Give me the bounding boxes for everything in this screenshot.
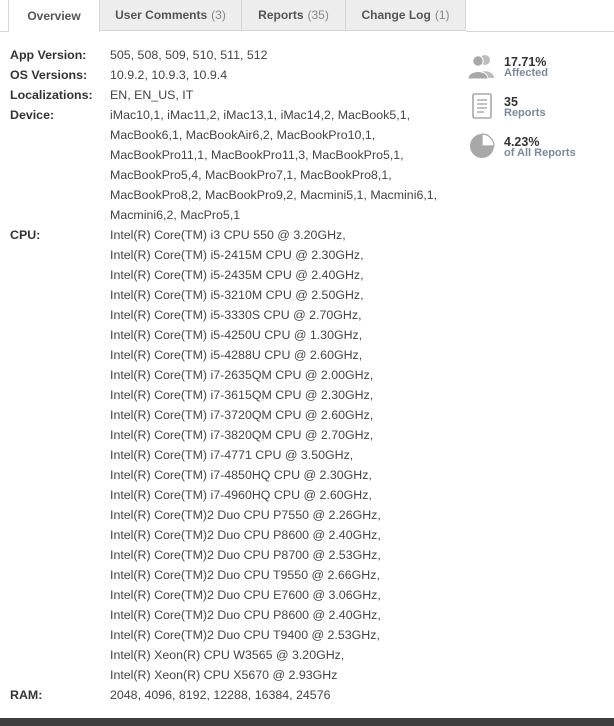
field-label: CPU:	[10, 228, 41, 242]
localizations-value: EN, EN_US, IT	[110, 88, 194, 102]
cpu-line: Intel(R) Core(TM) i5-3210M CPU @ 2.50GHz,	[110, 288, 364, 302]
tab-divider	[466, 31, 614, 32]
cpu-line: Intel(R) Core(TM) i5-2435M CPU @ 2.40GHz,	[110, 268, 364, 282]
os-versions-row	[10, 65, 465, 85]
tab-change-log[interactable]	[345, 0, 466, 31]
cpu-line: Intel(R) Core(TM)2 Duo CPU P8700 @ 2.53GHz,	[110, 548, 381, 562]
tab-label: Overview	[27, 9, 81, 23]
tab-count: (3)	[211, 8, 226, 22]
localizations-row	[10, 85, 465, 105]
users-icon	[468, 52, 496, 80]
affected-label: Affected	[504, 67, 549, 79]
field-label: Localizations:	[10, 88, 93, 102]
tab-reports[interactable]	[241, 0, 346, 31]
field-label: Device:	[10, 108, 55, 122]
field-label: App Version:	[10, 48, 87, 62]
pie-chart-icon	[468, 132, 496, 160]
reports-label: Reports	[504, 107, 546, 119]
field-label: OS Versions:	[10, 68, 88, 82]
tab-label: Change Log	[361, 8, 431, 22]
device-line: MacBookPro5,4, MacBookPro7,1, MacBookPro8,1,	[110, 168, 392, 182]
cpu-line: Intel(R) Core(TM)2 Duo CPU P7550 @ 2.26GHz,	[110, 508, 381, 522]
cpu-line: Intel(R) Core(TM)2 Duo CPU T9400 @ 2.53GHz,	[110, 628, 380, 642]
cpu-line: Intel(R) Core(TM) i5-4250U CPU @ 1.30GHz,	[110, 328, 363, 342]
tab-divider	[0, 31, 8, 32]
cpu-line: Intel(R) Core(TM) i5-3330S CPU @ 2.70GHz,	[110, 308, 362, 322]
details-panel	[10, 45, 465, 705]
tab-bar	[0, 0, 614, 32]
app-version-value: 505, 508, 509, 510, 511, 512	[110, 48, 268, 62]
cpu-line: Intel(R) Core(TM)2 Duo CPU T9550 @ 2.66GHz,	[110, 568, 380, 582]
field-label: RAM:	[10, 688, 43, 702]
tab-label: User Comments	[115, 8, 208, 22]
cpu-line: Intel(R) Core(TM) i7-4960HQ CPU @ 2.60GHz,	[110, 488, 372, 502]
cpu-row	[10, 225, 465, 685]
cpu-line: Intel(R) Core(TM)2 Duo CPU P8600 @ 2.40GHz,	[110, 528, 381, 542]
cpu-line: Intel(R) Core(TM) i7-4771 CPU @ 3.50GHz,	[110, 448, 354, 462]
cpu-line: Intel(R) Core(TM) i7-4850HQ CPU @ 2.30GHz,	[110, 468, 372, 482]
device-list	[110, 105, 465, 225]
reports-value: 35	[504, 95, 518, 109]
cpu-line: Intel(R) Core(TM) i7-3720QM CPU @ 2.60GHz,	[110, 408, 374, 422]
cpu-line: Intel(R) Core(TM) i5-4288U CPU @ 2.60GHz,	[110, 348, 363, 362]
cpu-line: Intel(R) Core(TM) i7-3615QM CPU @ 2.30GHz,	[110, 388, 374, 402]
tab-count: (35)	[307, 8, 329, 22]
document-icon	[468, 92, 496, 120]
cpu-line: Intel(R) Xeon(R) CPU X5670 @ 2.93GHz	[110, 668, 338, 682]
share-value: 4.23%	[504, 135, 540, 149]
cpu-list	[110, 225, 465, 685]
cpu-line: Intel(R) Core(TM) i7-2635QM CPU @ 2.00GHz,	[110, 368, 374, 382]
app-version-row	[10, 45, 465, 65]
device-line: Macmini6,2, MacPro5,1	[110, 208, 241, 222]
reports-stat	[468, 90, 608, 124]
tab-user-comments[interactable]	[99, 0, 242, 31]
os-versions-value: 10.9.2, 10.9.3, 10.9.4	[110, 68, 228, 82]
cpu-line: Intel(R) Core(TM) i7-3820QM CPU @ 2.70GHz,	[110, 428, 374, 442]
cpu-line: Intel(R) Core(TM) i5-2415M CPU @ 2.30GHz,	[110, 248, 364, 262]
device-line: MacBookPro8,2, MacBookPro9,2, Macmini5,1, Macmini6,1,	[110, 188, 438, 202]
affected-value: 17.71%	[504, 55, 547, 69]
device-line: MacBook6,1, MacBookAir6,2, MacBookPro10,1,	[110, 128, 376, 142]
share-stat	[468, 130, 608, 164]
cpu-line: Intel(R) Xeon(R) CPU W3565 @ 3.20GHz,	[110, 648, 345, 662]
affected-stat	[468, 50, 608, 84]
footer-bar	[0, 718, 614, 726]
device-row	[10, 105, 465, 225]
cpu-line: Intel(R) Core(TM) i3 CPU 550 @ 3.20GHz,	[110, 228, 346, 242]
tab-count: (1)	[434, 8, 450, 22]
cpu-line: Intel(R) Core(TM)2 Duo CPU P8600 @ 2.40GHz,	[110, 608, 381, 622]
ram-row	[10, 685, 465, 705]
share-label: of All Reports	[504, 147, 576, 159]
cpu-line: Intel(R) Core(TM)2 Duo CPU E7600 @ 3.06GHz,	[110, 588, 381, 602]
tab-overview[interactable]	[8, 0, 100, 32]
device-line: iMac10,1, iMac11,2, iMac13,1, iMac14,2, MacBook5,1,	[110, 108, 411, 122]
tab-label: Reports	[258, 8, 304, 22]
device-line: MacBookPro11,1, MacBookPro11,3, MacBookPro5,1,	[110, 148, 404, 162]
ram-value: 2048, 4096, 8192, 12288, 16384, 24576	[110, 688, 331, 702]
